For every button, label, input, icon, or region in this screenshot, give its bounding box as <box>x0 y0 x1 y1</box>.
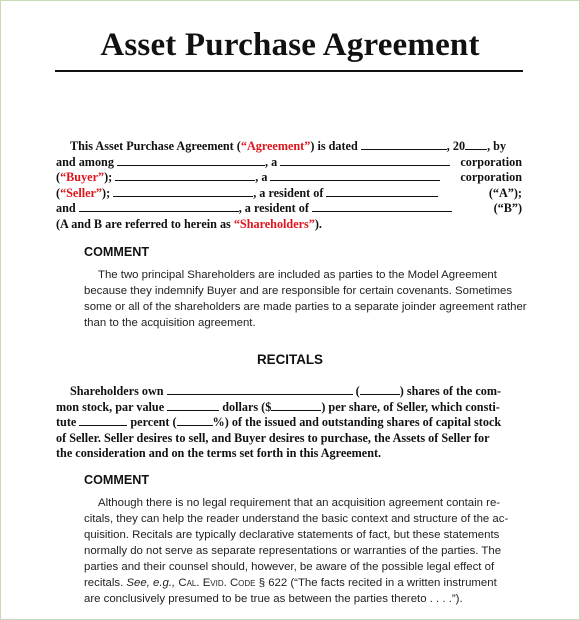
intro-text: ( <box>56 170 61 185</box>
seller-term: “Seller” <box>60 185 103 200</box>
shares-number-blank[interactable] <box>360 384 400 395</box>
intro-text: (“A”); <box>488 185 522 200</box>
shareholder-b-blank[interactable] <box>79 201 239 212</box>
intro-text: and among <box>56 154 114 169</box>
recitals-text: tute <box>56 415 77 430</box>
intro-text: , a <box>264 154 278 169</box>
comment-line: citals, they can help the reader understand the basic context and structure of the ac- <box>84 513 509 525</box>
year-blank[interactable] <box>465 139 487 150</box>
comment-line: are conclusively presumed to be true as between the parties thereto . . . .”). <box>84 593 463 605</box>
intro-line-2 <box>56 155 522 171</box>
intro-text: , by <box>487 139 507 153</box>
seller-state-blank[interactable] <box>270 170 440 181</box>
comment-line: some or all of the shareholders are made parties to a separate joinder agreement rather <box>84 301 527 313</box>
intro-text: (A and B are referred to herein as <box>56 216 234 231</box>
recitals-text: ( <box>355 384 360 398</box>
intro-line-4 <box>56 186 522 202</box>
comment-line: quisition. Recitals are typically declarative statements of fact, but these statements <box>84 529 500 541</box>
comment-heading: COMMENT <box>84 473 150 487</box>
comment-line: parties and their counsel should, however, be aware of the possible legal effect of <box>84 561 495 573</box>
comment-line <box>84 575 522 591</box>
intro-text: ); <box>104 170 113 185</box>
intro-text: ) is dated <box>310 139 358 153</box>
buyer-term: “Buyer” <box>60 170 105 185</box>
intro-text: , 20 <box>446 139 466 153</box>
recitals-text: Shareholders own <box>70 384 164 398</box>
comment-line: because they indemnify Buyer and are responsible for certain covenants. Sometimes <box>84 285 513 297</box>
recitals-text: ) shares of the com- <box>399 384 502 398</box>
intro-text: ( <box>56 185 61 200</box>
par-value-number-blank[interactable] <box>271 400 321 411</box>
shareholders-term: “Shareholders” <box>233 216 315 231</box>
recitals-line-4: of Seller. Seller desires to sell, and Buyer desires to purchase, the Assets of Seller for <box>56 430 490 445</box>
recitals-text: mon stock, par value <box>56 399 165 414</box>
buyer-state-blank[interactable] <box>280 155 450 166</box>
comment-line: The two principal Shareholders are included as parties to the Model Agreement <box>98 269 497 281</box>
document-title: Asset Purchase Agreement <box>100 27 480 63</box>
intro-text: corporation <box>460 154 522 169</box>
intro-line-6 <box>56 217 522 233</box>
buyer-name-blank[interactable] <box>117 155 265 166</box>
recitals-line-5: the consideration and on the terms set forth in this Agreement. <box>56 446 382 461</box>
intro-line-5 <box>56 201 522 217</box>
intro-paragraph <box>56 139 522 233</box>
agreement-term: “Agreement” <box>240 139 311 153</box>
comment-body <box>84 267 527 331</box>
comment-body <box>84 495 522 607</box>
seller-name-blank[interactable] <box>115 170 255 181</box>
recitals-text: ) per share, of Seller, which consti- <box>321 399 500 414</box>
citation-code: Cal. Evid. Code <box>175 577 256 589</box>
title-rule <box>55 70 523 72</box>
recitals-text: percent ( <box>130 415 177 430</box>
par-value-words-blank[interactable] <box>167 400 219 411</box>
recitals-text: %) of the issued and outstanding shares of capital stock <box>212 415 502 430</box>
recitals-line-2 <box>56 400 522 416</box>
recitals-text: dollars ($ <box>222 399 272 414</box>
intro-text: ); <box>102 185 111 200</box>
intro-text: , a <box>255 170 268 185</box>
intro-text: and <box>56 201 76 216</box>
shareholder-b-residence-blank[interactable] <box>312 201 452 212</box>
citation-signal: See, e.g., <box>126 577 176 589</box>
comment-line: than to the acquisition agreement. <box>84 317 256 329</box>
intro-text: This Asset Purchase Agreement ( <box>70 139 241 153</box>
recitals-paragraph <box>56 384 522 462</box>
intro-text: corporation <box>460 170 522 185</box>
comment-heading: COMMENT <box>84 245 150 259</box>
intro-line-1 <box>56 139 522 155</box>
comment-text: recitals. <box>84 577 127 589</box>
intro-text: ). <box>314 216 322 231</box>
recitals-line-1 <box>56 384 522 400</box>
recitals-heading: RECITALS <box>257 352 323 367</box>
percent-number-blank[interactable] <box>177 415 213 426</box>
date-blank[interactable] <box>361 139 447 150</box>
intro-text: , a resident of <box>253 185 324 200</box>
intro-text: (“B”) <box>493 201 522 216</box>
recitals-line-3 <box>56 415 522 431</box>
comment-line: Although there is no legal requirement that an acquisition agreement contain re- <box>98 497 501 509</box>
intro-line-3 <box>56 170 522 186</box>
shareholder-a-blank[interactable] <box>113 186 253 197</box>
intro-text: , a resident of <box>238 201 309 216</box>
comment-line: normally do not serve as separate representations or warranties of the parties. The <box>84 545 502 557</box>
comment-text: § 622 (“The facts recited in a written instrument <box>255 577 497 589</box>
shares-words-blank[interactable] <box>167 384 353 395</box>
percent-words-blank[interactable] <box>79 415 127 426</box>
shareholder-a-residence-blank[interactable] <box>326 186 438 197</box>
